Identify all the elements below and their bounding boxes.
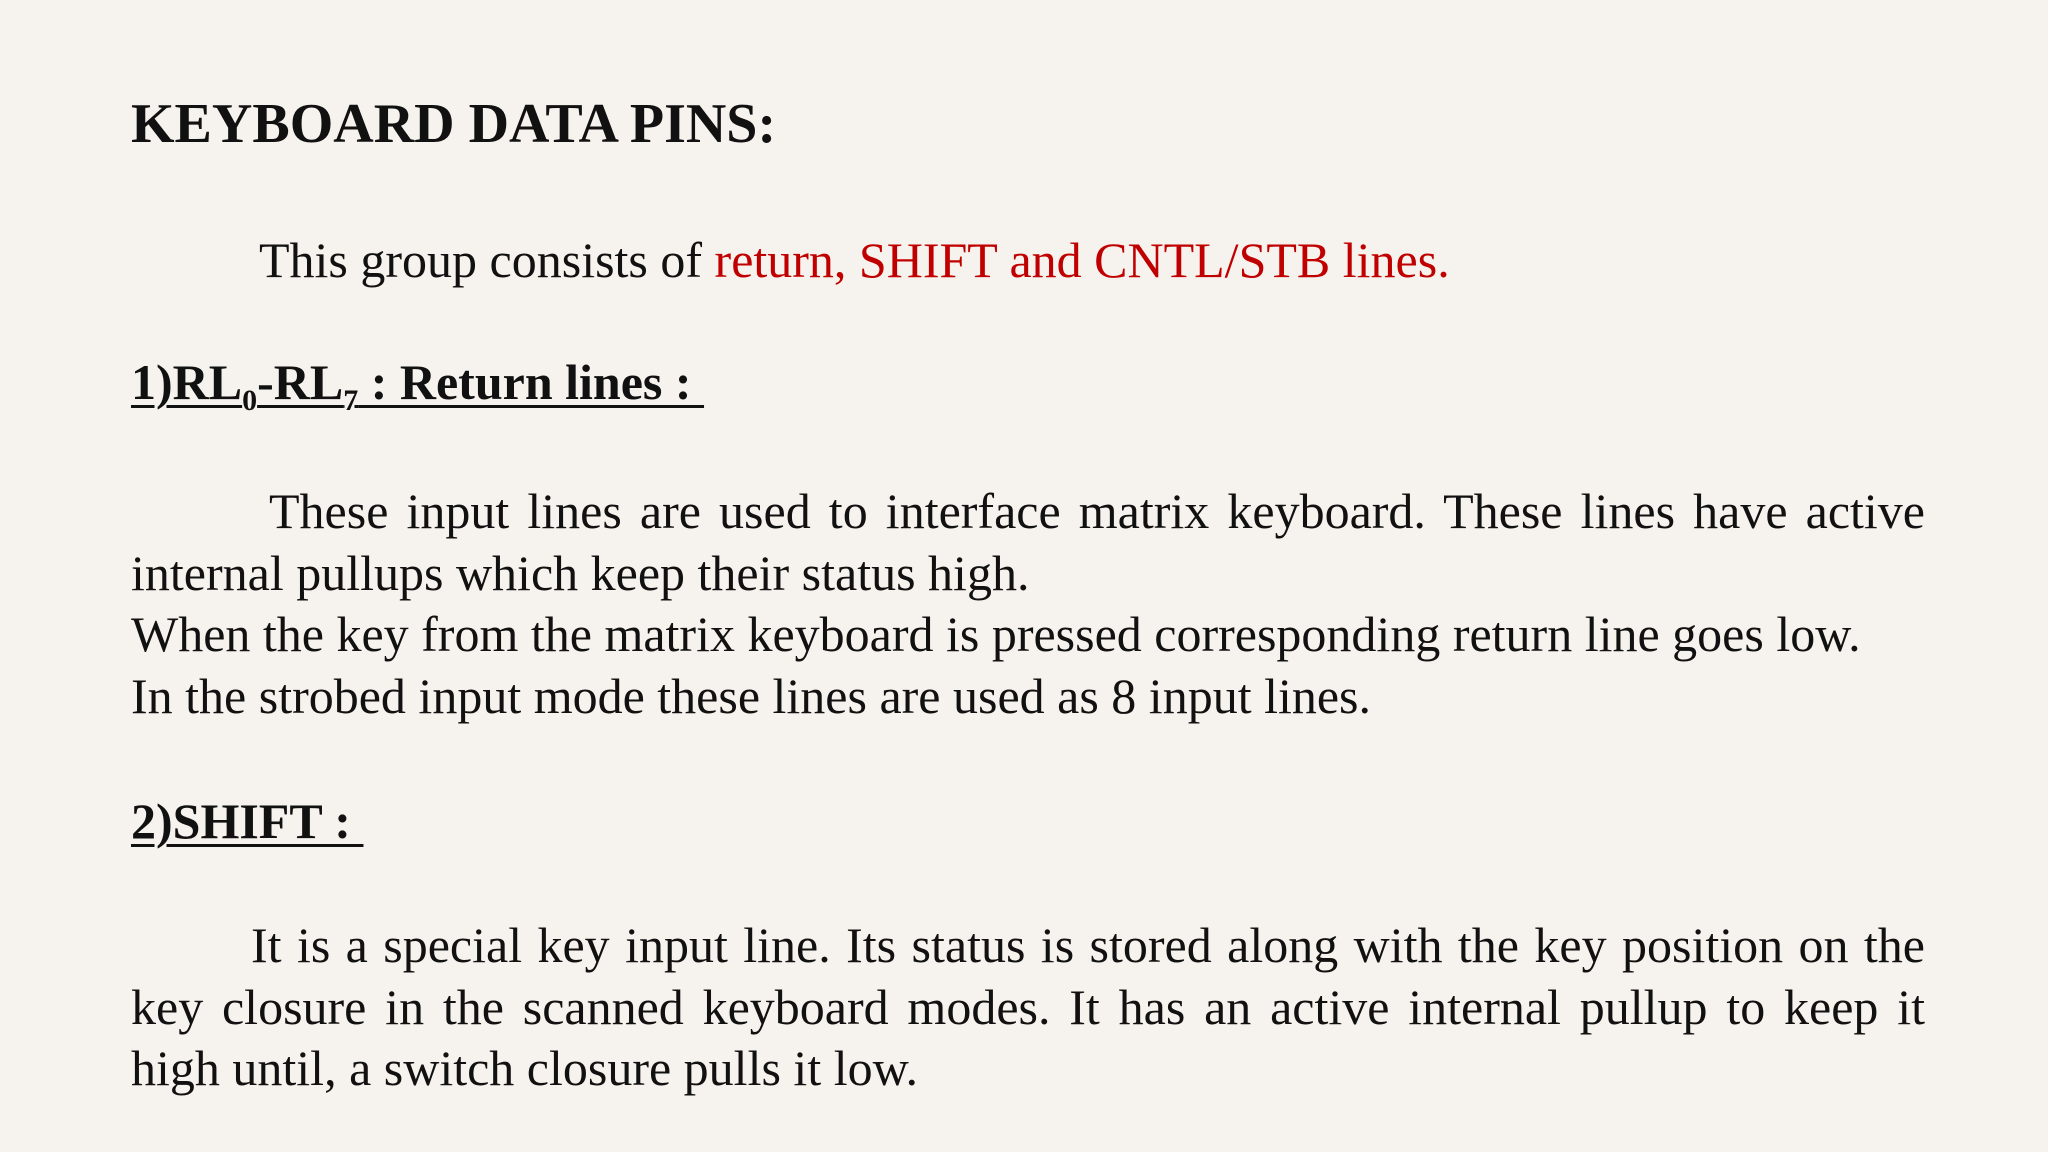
intro-highlight-text: return, SHIFT and CNTL/STB lines. <box>714 232 1450 288</box>
section-heading-return-lines <box>131 350 705 417</box>
paragraph-block: In the strobed input mode these lines are used as 8 input lines. <box>131 667 1372 724</box>
paragraph-line: It is a special key input line. Its status is stored along with the key position on the key closure in the scanned keyboard modes. It has an active internal pullup to keep it high until, a switch closure pulls it low. <box>131 917 1925 1096</box>
paragraph-block <box>131 915 1925 1100</box>
return-lines-description <box>131 481 1925 727</box>
heading-subscript-start: 0 <box>242 384 258 417</box>
heading-suffix: : Return lines : <box>358 354 705 410</box>
section-heading-shift: 2)SHIFT : <box>131 793 364 849</box>
paragraph-block: When the key from the matrix keyboard is pressed corresponding return line goes low. <box>131 606 1861 662</box>
paragraph-line: These input lines are used to interface matrix keyboard. These lines have active internal pullups which keep their status high. <box>131 483 1925 601</box>
intro-text <box>259 228 1450 292</box>
page-title: KEYBOARD DATA PINS: <box>131 93 777 155</box>
shift-description <box>131 915 1925 1100</box>
paragraph-block <box>131 481 1925 604</box>
heading-prefix: 1)RL <box>131 354 243 410</box>
intro-plain-text: This group consists of <box>259 232 715 288</box>
heading-subscript-end: 7 <box>343 384 359 417</box>
heading-mid: -RL <box>257 354 344 410</box>
